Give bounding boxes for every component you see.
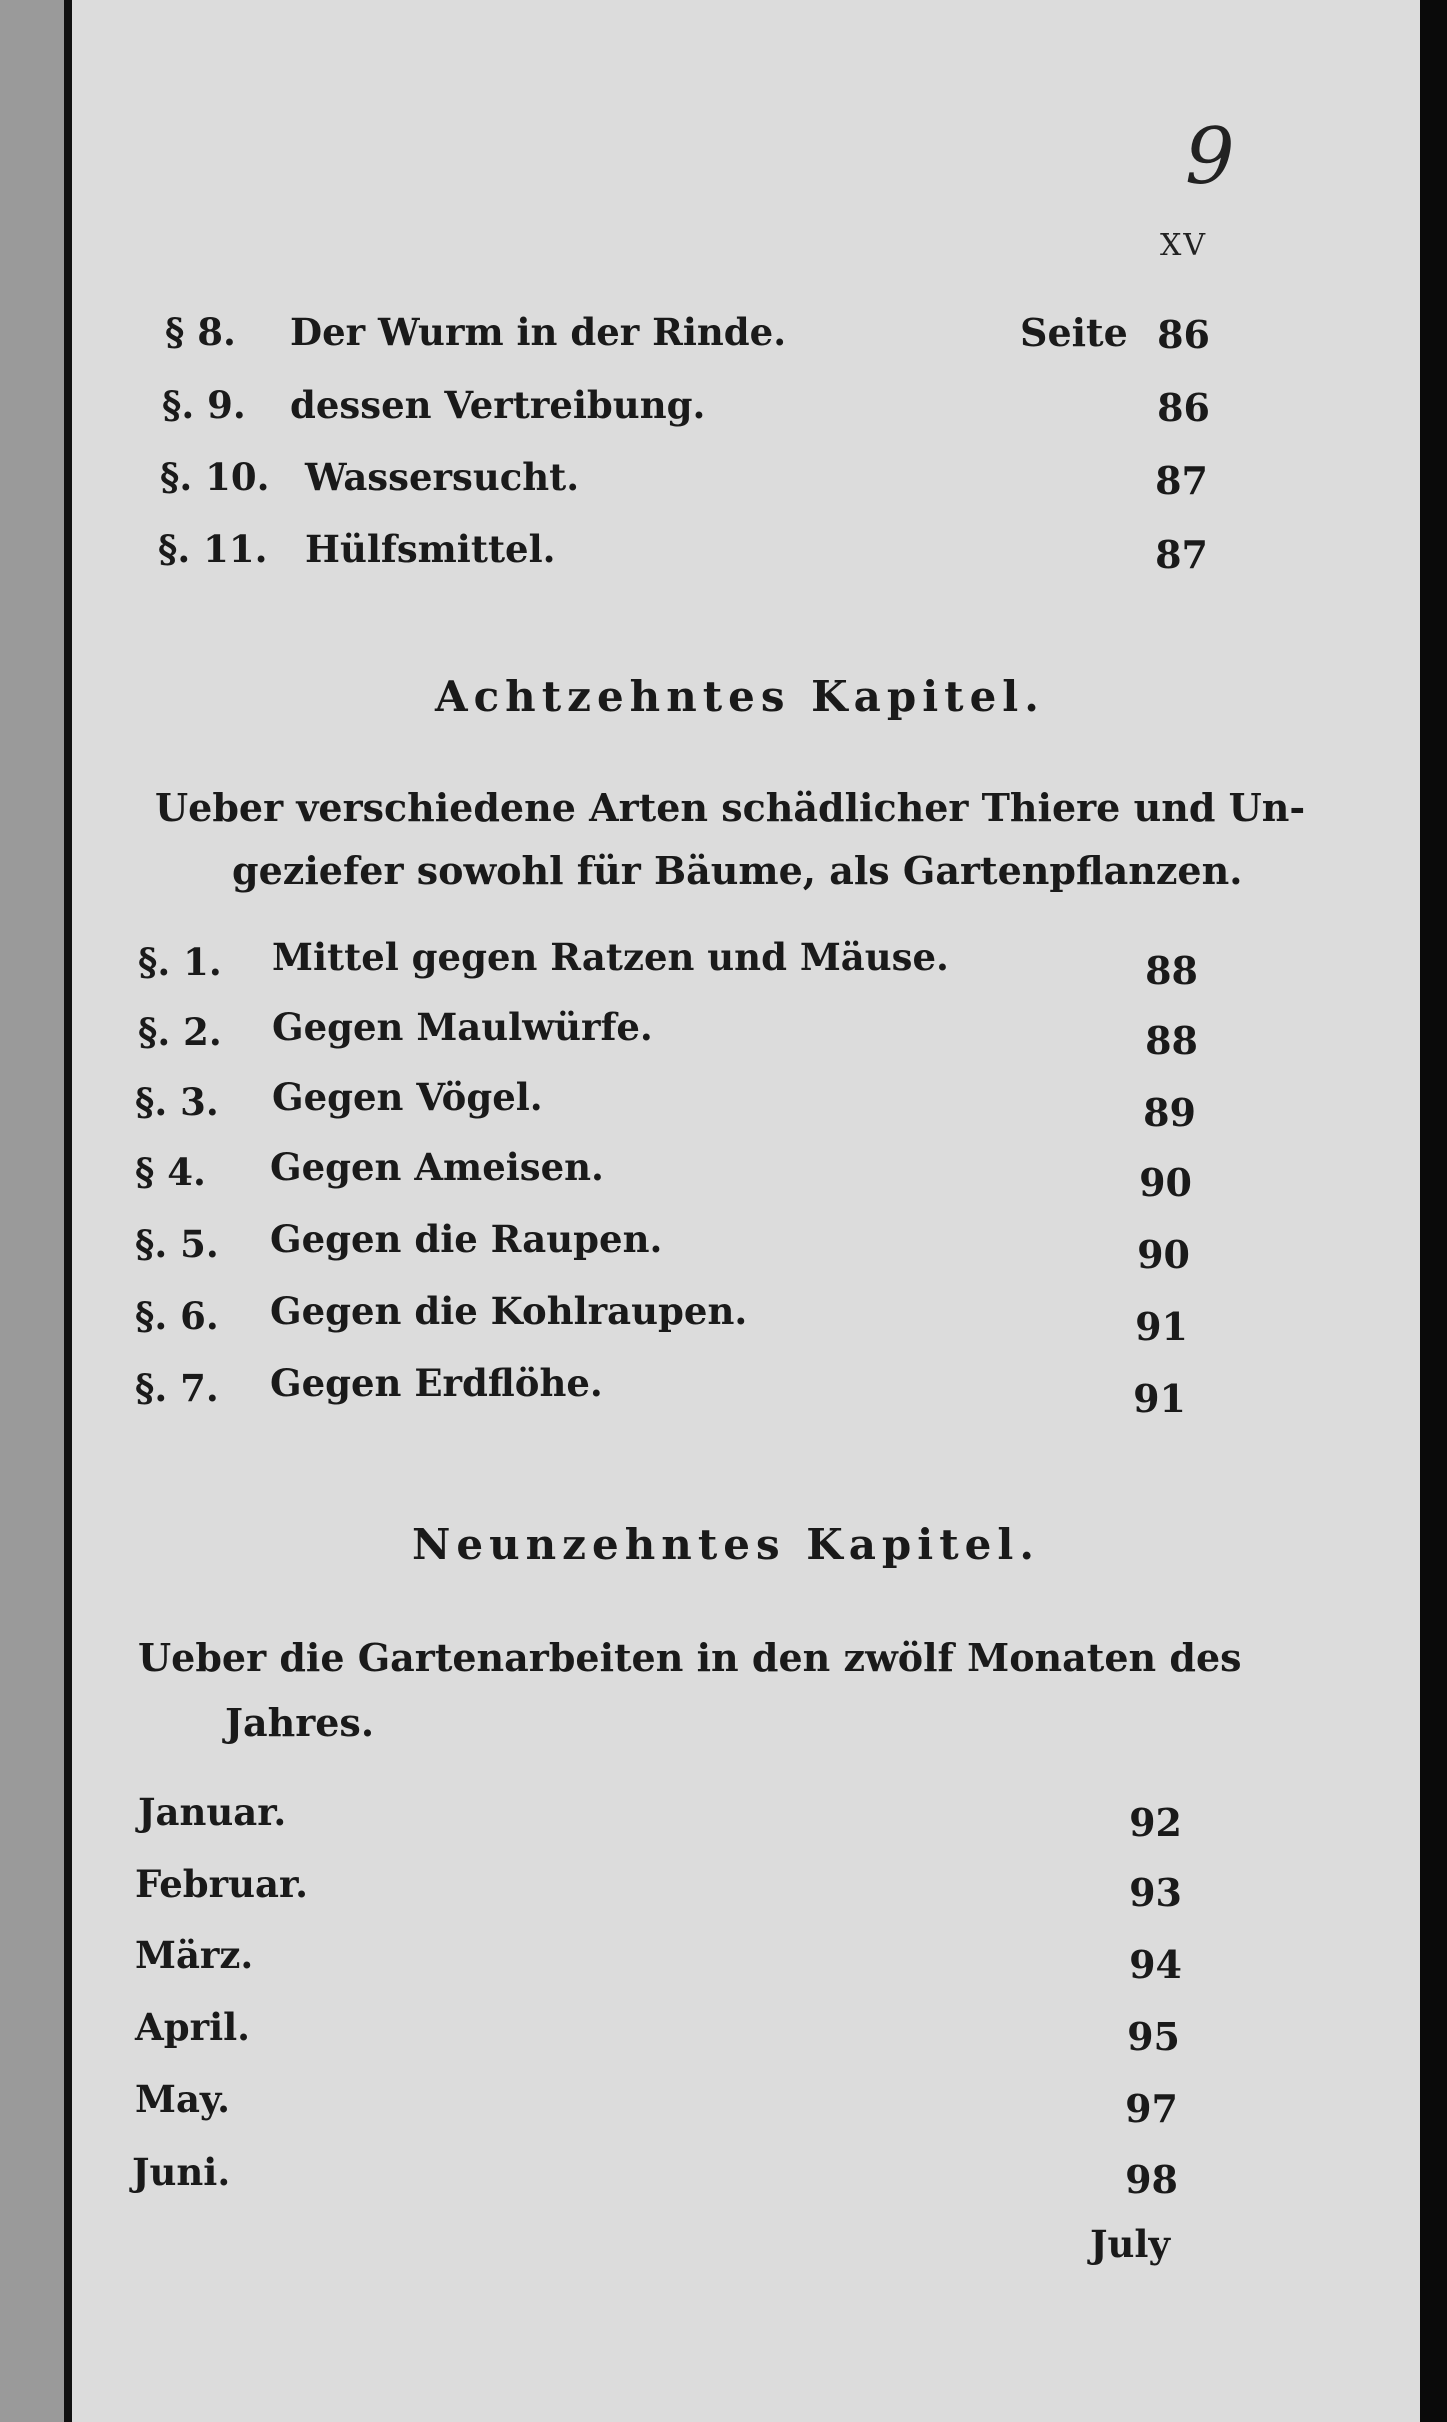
toc-section-number: § 8. — [165, 310, 236, 354]
month-entry: Juni. — [132, 2150, 231, 2194]
toc-page-number: 87 — [1155, 532, 1208, 577]
toc-page-number: 86 — [1157, 312, 1210, 357]
toc-page-number: 89 — [1143, 1090, 1196, 1135]
toc-entry-title: Gegen die Kohlraupen. — [270, 1289, 748, 1333]
toc-page-number: 91 — [1135, 1304, 1188, 1349]
toc-page-number: 94 — [1129, 1942, 1182, 1987]
chapter-subtitle: geziefer sowohl für Bäume, als Gartenpflanzen. — [232, 848, 1243, 893]
chapter-heading: Achtzehntes Kapitel. — [435, 672, 1045, 721]
toc-page-number: 92 — [1129, 1800, 1182, 1845]
month-entry: März. — [135, 1933, 254, 1977]
toc-section-number: §. 5. — [135, 1222, 219, 1266]
toc-entry-title: dessen Vertreibung. — [290, 383, 706, 427]
chapter-heading: Neunzehntes Kapitel. — [412, 1520, 1040, 1569]
toc-entry-title: Gegen Erdflöhe. — [270, 1361, 603, 1405]
toc-page-number: 88 — [1145, 1018, 1198, 1063]
toc-section-number: §. 10. — [160, 455, 270, 499]
toc-section-number: §. 7. — [135, 1366, 219, 1410]
month-entry: Januar. — [138, 1790, 287, 1834]
roman-page-number: XV — [1160, 228, 1208, 263]
scan-right-margin — [1420, 0, 1447, 2422]
toc-entry-title: Hülfsmittel. — [305, 527, 556, 571]
toc-page-number: 91 — [1133, 1376, 1186, 1421]
toc-page-number: 97 — [1125, 2086, 1178, 2131]
toc-entry-title: Der Wurm in der Rinde. — [290, 310, 787, 354]
toc-section-number: § 4. — [135, 1150, 206, 1194]
month-entry: May. — [135, 2077, 231, 2121]
toc-section-number: §. 3. — [135, 1080, 219, 1124]
chapter-subtitle: Jahres. — [225, 1700, 375, 1745]
toc-section-number: §. 11. — [158, 527, 268, 571]
toc-entry-title: Gegen die Raupen. — [270, 1217, 663, 1261]
book-page — [72, 0, 1420, 2422]
toc-section-number: §. 9. — [162, 383, 246, 427]
toc-page-number: 98 — [1125, 2157, 1178, 2202]
toc-entry-title: Wassersucht. — [305, 455, 580, 499]
chapter-subtitle: Ueber die Gartenarbeiten in den zwölf Monaten des — [138, 1635, 1242, 1680]
toc-entry-title: Mittel gegen Ratzen und Mäuse. — [272, 935, 949, 979]
toc-entry-title: Gegen Maulwürfe. — [272, 1005, 653, 1049]
toc-entry-title: Gegen Ameisen. — [270, 1145, 604, 1189]
toc-page-number: 88 — [1145, 948, 1198, 993]
handwritten-page-number: 9 — [1185, 112, 1235, 202]
toc-section-number: §. 6. — [135, 1294, 219, 1338]
toc-page-number: 90 — [1137, 1232, 1190, 1277]
seite-label: Seite — [1020, 310, 1128, 355]
toc-page-number: 93 — [1129, 1870, 1182, 1915]
scan-left-margin — [0, 0, 72, 2422]
catchword: July — [1090, 2222, 1170, 2266]
month-entry: Februar. — [135, 1862, 309, 1906]
toc-page-number: 95 — [1127, 2014, 1180, 2059]
toc-page-number: 87 — [1155, 458, 1208, 503]
toc-section-number: §. 2. — [138, 1010, 222, 1054]
toc-entry-title: Gegen Vögel. — [272, 1075, 543, 1119]
toc-section-number: §. 1. — [138, 940, 222, 984]
toc-page-number: 86 — [1157, 385, 1210, 430]
toc-page-number: 90 — [1139, 1160, 1192, 1205]
chapter-subtitle: Ueber verschiedene Arten schädlicher Thiere und Un- — [155, 785, 1306, 830]
month-entry: April. — [135, 2005, 251, 2049]
